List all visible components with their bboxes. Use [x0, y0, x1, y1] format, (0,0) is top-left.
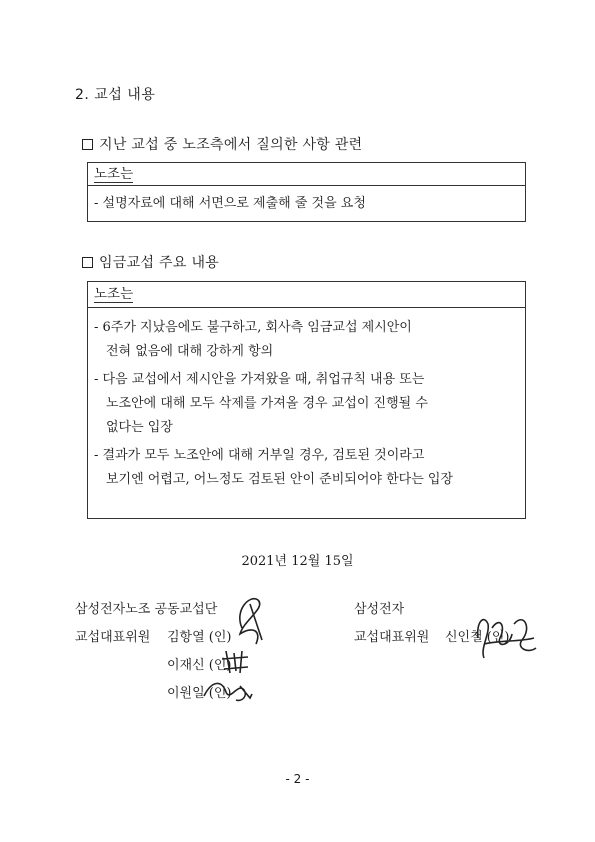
info-box-1	[87, 162, 526, 222]
checkbox-icon	[82, 257, 93, 268]
signature-scribble-1	[232, 590, 272, 650]
left-org: 삼성전자노조 공동교섭단	[75, 602, 218, 617]
box-body-1	[88, 186, 525, 220]
left-rep-3: 이원일 (인)	[167, 686, 232, 701]
list-item-line: - 다음 교섭에서 제시안을 가져왔을 때, 취업규칙 내용 또는	[94, 372, 425, 387]
signature-scribble-4	[470, 608, 540, 668]
list-item-line: - 결과가 모두 노조안에 대해 거부일 경우, 검토된 것이라고	[94, 448, 425, 463]
box-header-2	[88, 282, 525, 308]
subsection-title-1	[82, 134, 363, 154]
right-rep-title: 교섭대표위원	[354, 630, 430, 645]
list-item-line: 전혀 없음에 대해 강하게 항의	[106, 344, 274, 359]
checkbox-icon	[82, 139, 93, 150]
box-header-1-text: 노조는	[94, 166, 134, 182]
list-item-line: - 6주가 지났음에도 불구하고, 회사측 임금교섭 제시안이	[94, 320, 412, 335]
left-rep-2: 이재신 (인)	[167, 658, 232, 673]
list-item	[94, 368, 519, 440]
list-item-line: 보기엔 어렵고, 어느정도 검토된 안이 준비되어야 한다는 입장	[106, 472, 454, 487]
subsection-title-2	[82, 252, 219, 272]
box-body-2	[88, 308, 525, 500]
left-rep-title: 교섭대표위원	[75, 630, 151, 645]
list-item	[94, 444, 519, 492]
left-rep-1: 김항열 (인)	[167, 630, 232, 645]
subsection-title-1-text: 지난 교섭 중 노조측에서 질의한 사항 관련	[99, 137, 363, 153]
box-header-2-text: 노조는	[94, 286, 134, 302]
list-item: - 설명자료에 대해 서면으로 제출해 줄 것을 요청	[94, 196, 366, 211]
page-number: - 2 -	[285, 772, 310, 786]
document-date: 2021년 12월 15일	[241, 554, 354, 569]
right-org: 삼성전자	[354, 602, 405, 617]
section-title: 2. 교섭 내용	[75, 87, 156, 103]
list-item-line: 노조안에 대해 모두 삭제를 가져올 경우 교섭이 진행될 수	[106, 396, 428, 411]
signature-scribble-3	[200, 676, 256, 706]
signature-scribble-2	[218, 645, 254, 677]
info-box-2	[87, 281, 526, 519]
box-header-1	[88, 163, 525, 186]
subsection-title-2-text: 임금교섭 주요 내용	[99, 255, 220, 271]
right-rep-1: 신인철 (인)	[445, 630, 510, 645]
list-item-line: 없다는 입장	[106, 420, 173, 435]
list-item	[94, 316, 519, 364]
